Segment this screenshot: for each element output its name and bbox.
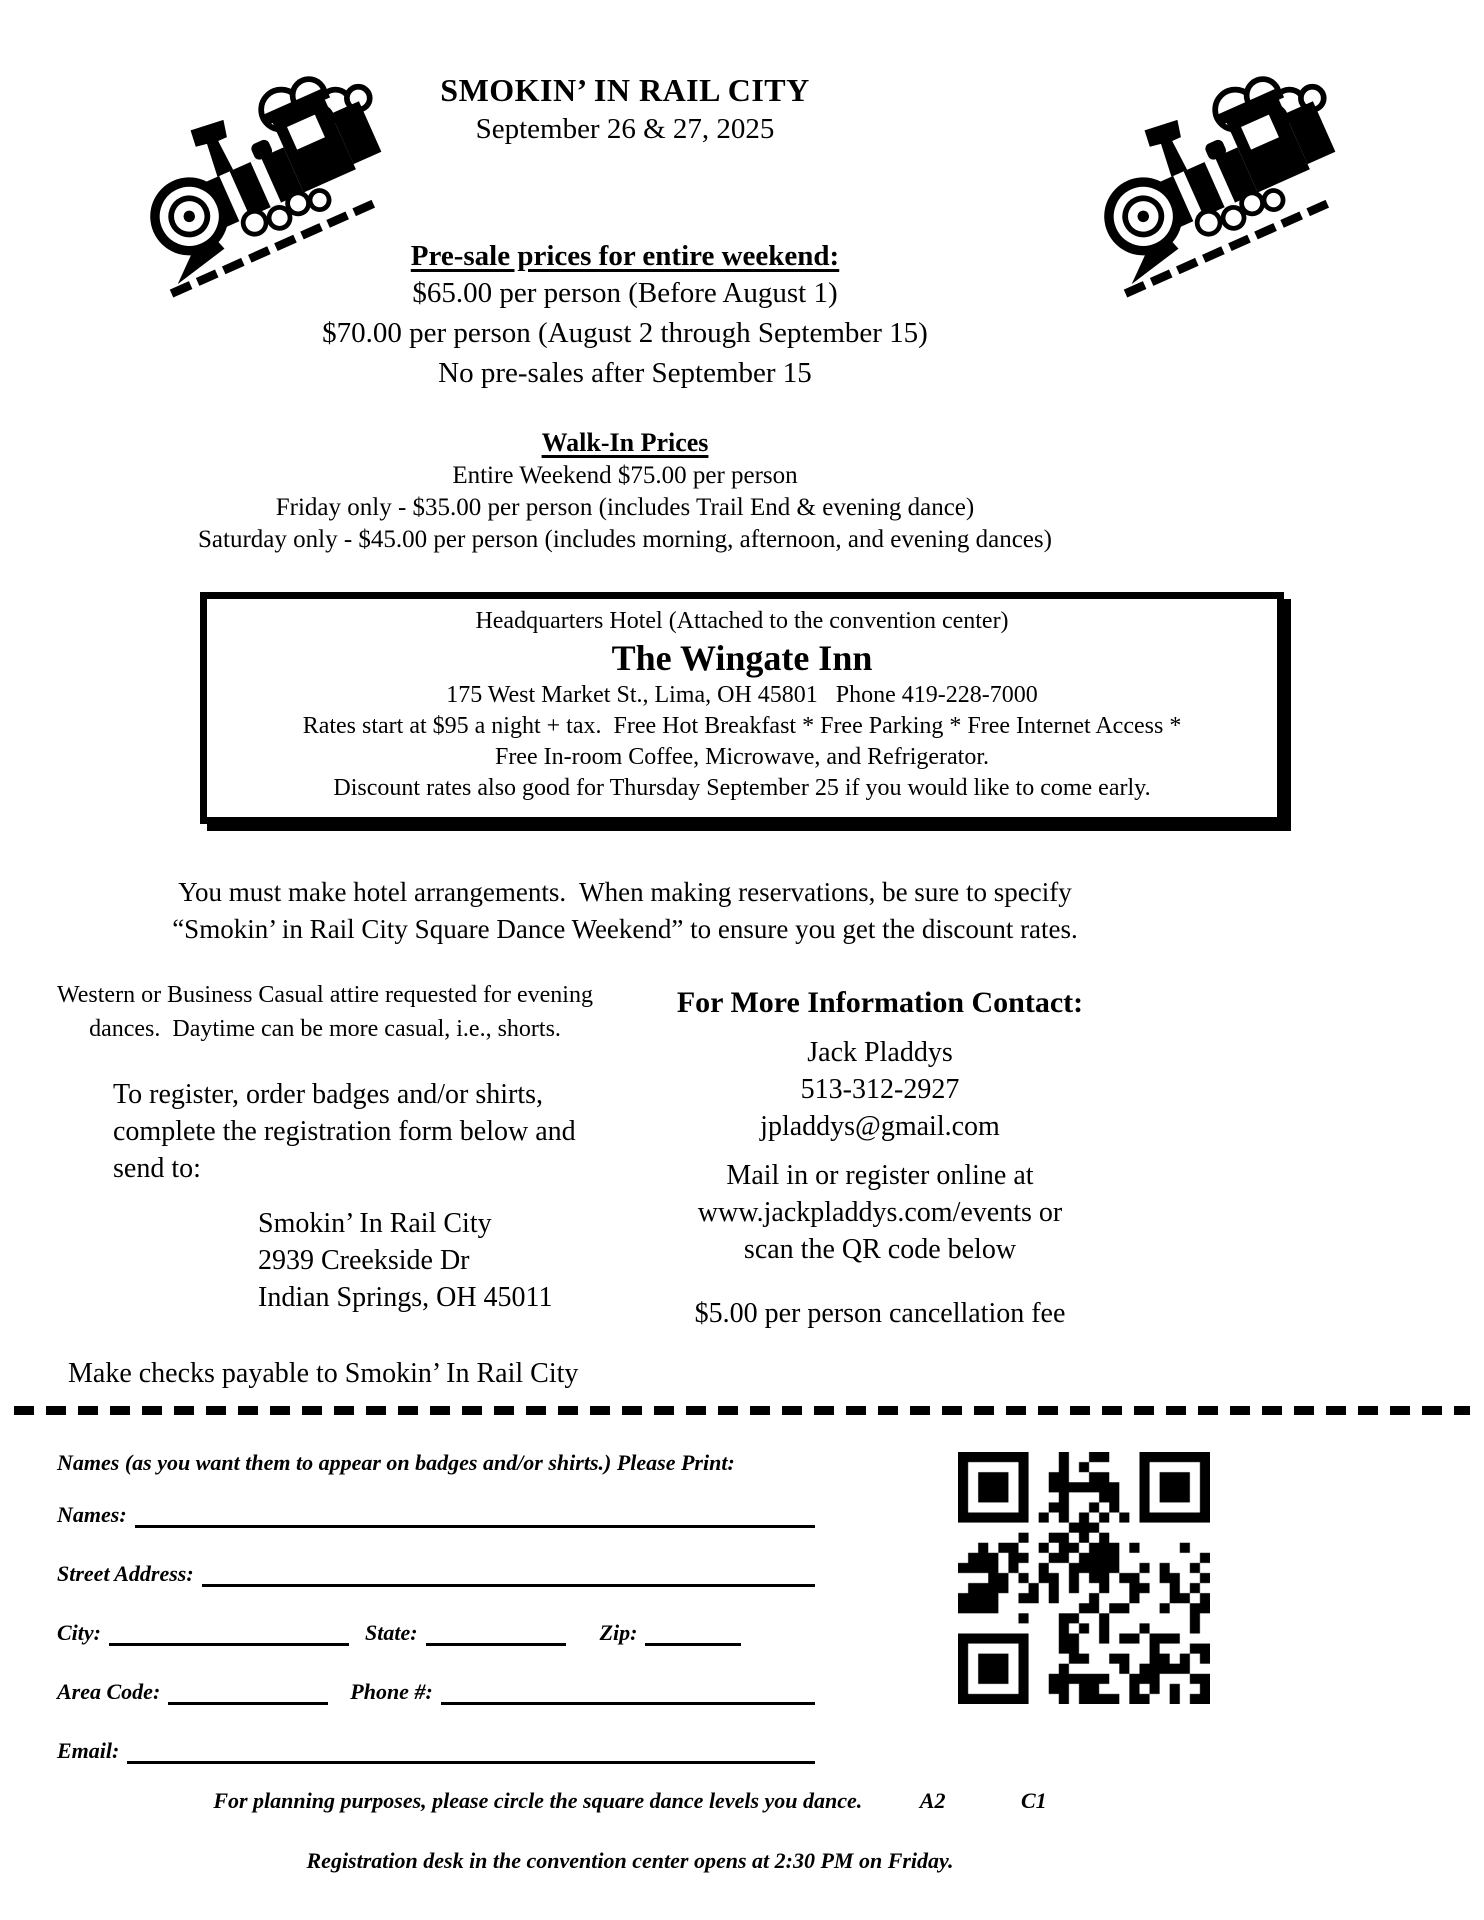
hotel-info-box <box>200 592 1284 824</box>
mailing-address-line: Indian Springs, OH 45011 <box>258 1282 553 1313</box>
hotel-line: Discount rates also good for Thursday September 25 if you would like to come early. <box>333 775 1151 801</box>
attire-line: dances. Daytime can be more casual, i.e., shorts. <box>89 1016 561 1042</box>
contact-heading: For More Information Contact: <box>676 986 1084 1019</box>
walkin-line: Saturday only - $45.00 per person (includes morning, afternoon, and evening dances) <box>198 526 1052 553</box>
form-row-names <box>57 1500 815 1528</box>
dance-levels-text: For planning purposes, please circle the square dance levels you dance. <box>213 1788 863 1813</box>
register-instructions <box>113 1076 653 1187</box>
state-blank-line <box>426 1621 566 1646</box>
mailing-address-line: 2939 Creekside Dr <box>258 1245 470 1276</box>
walkin-heading: Walk-In Prices <box>541 428 709 457</box>
phone-label: Phone #: <box>350 1679 433 1704</box>
reservation-note <box>0 874 1250 948</box>
contact-name: Jack Pladdys <box>807 1037 953 1068</box>
form-row-email <box>57 1736 815 1764</box>
attire-note <box>20 978 630 1046</box>
attire-line: Western or Business Casual attire requested for evening <box>57 982 593 1008</box>
presale-line: $65.00 per person (Before August 1) <box>412 277 838 309</box>
dance-level-c1: C1 <box>1020 1788 1047 1813</box>
hotel-line: Rates start at $95 a night + tax. Free Hot Breakfast * Free Parking * Free Internet Access * <box>302 713 1182 739</box>
registration-desk-note: Registration desk in the convention center opens at 2:30 PM on Friday. <box>306 1848 954 1873</box>
online-register-line: Mail in or register online at <box>726 1160 1034 1191</box>
walkin-line: Friday only - $35.00 per person (includes Trail End & evening dance) <box>275 494 975 521</box>
mailing-address <box>258 1205 553 1316</box>
street-address-label: Street Address: <box>57 1561 194 1586</box>
form-row-city-state-zip <box>57 1618 815 1646</box>
city-label: City: <box>57 1620 101 1645</box>
hotel-address: 175 West Market St., Lima, OH 45801 Phone 419-228-7000 <box>446 682 1038 708</box>
walkin-line: Entire Weekend $75.00 per person <box>452 462 798 489</box>
form-instruction: Names (as you want them to appear on badges and/or shirts.) Please Print: <box>57 1450 735 1475</box>
dance-level-a2: A2 <box>919 1788 946 1813</box>
form-row-phone <box>57 1677 815 1705</box>
checks-payable-note: Make checks payable to Smokin’ In Rail City <box>68 1358 579 1389</box>
online-register-line: scan the QR code below <box>743 1234 1017 1265</box>
city-blank-line <box>109 1621 349 1646</box>
note-line: “Smokin’ in Rail City Square Dance Weekend” to ensure you get the discount rates. <box>172 914 1078 944</box>
street-address-blank-line <box>202 1562 815 1587</box>
walkin-section <box>0 428 1250 556</box>
names-label: Names: <box>57 1502 127 1527</box>
note-line: You must make hotel arrangements. When making reservations, be sure to specify <box>178 877 1072 907</box>
email-label: Email: <box>57 1738 120 1763</box>
cut-line-divider <box>14 1406 1470 1415</box>
online-register-line: www.jackpladdys.com/events or <box>697 1197 1063 1228</box>
register-line: send to: <box>113 1153 201 1184</box>
header-block <box>0 72 1250 146</box>
area-code-label: Area Code: <box>57 1679 161 1704</box>
hotel-name: The Wingate Inn <box>611 638 873 678</box>
registration-form <box>57 1450 815 1795</box>
presale-line: No pre-sales after September 15 <box>438 357 812 389</box>
page-title: SMOKIN’ IN RAIL CITY <box>440 72 810 108</box>
dance-levels-note <box>0 1788 1260 1814</box>
presale-section <box>0 240 1250 393</box>
hotel-header: Headquarters Hotel (Attached to the convention center) <box>475 608 1009 634</box>
qr-code <box>958 1452 1210 1704</box>
contact-section <box>640 986 1120 1332</box>
names-blank-line <box>135 1503 815 1528</box>
zip-blank-line <box>645 1621 741 1646</box>
email-blank-line <box>127 1739 815 1764</box>
state-label: State: <box>365 1620 418 1645</box>
presale-line: $70.00 per person (August 2 through September 15) <box>322 317 928 349</box>
event-date: September 26 & 27, 2025 <box>475 113 775 145</box>
cancellation-fee-note: $5.00 per person cancellation fee <box>694 1298 1066 1329</box>
presale-heading: Pre-sale prices for entire weekend: <box>410 240 840 272</box>
contact-email: jpladdys@gmail.com <box>760 1111 1000 1142</box>
form-row-street <box>57 1559 815 1587</box>
mailing-address-line: Smokin’ In Rail City <box>258 1208 492 1239</box>
hotel-line: Free In-room Coffee, Microwave, and Refrigerator. <box>494 744 990 770</box>
contact-phone: 513-312-2927 <box>800 1074 960 1105</box>
area-code-blank-line <box>168 1680 328 1705</box>
register-line: complete the registration form below and <box>113 1116 576 1147</box>
phone-blank-line <box>441 1680 815 1705</box>
zip-label: Zip: <box>599 1620 638 1645</box>
register-line: To register, order badges and/or shirts, <box>113 1079 544 1110</box>
